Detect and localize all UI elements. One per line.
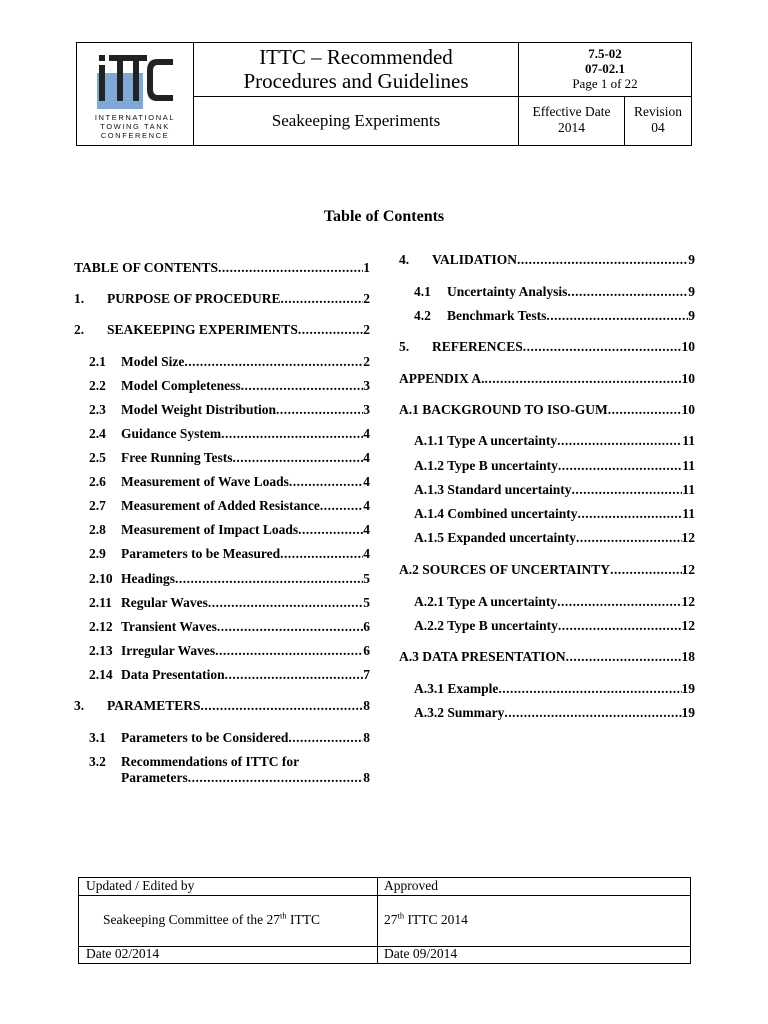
doc-number-2: 07-02.1 [584,61,626,76]
toc-entry-page: 19 [681,681,695,696]
toc-entry-label: A.2.1 Type A uncertainty [414,594,558,609]
toc-entry-page: 5 [363,595,370,610]
toc-entry-label: PARAMETERS [107,698,201,713]
toc-entry-page: 11 [682,458,695,473]
toc-leader-dots [504,705,681,721]
toc-entry-label: SEAKEEPING EXPERIMENTS [107,322,298,337]
toc-entry[interactable] [414,618,695,634]
toc-entry-label: A.1.3 Standard uncertainty [414,482,572,497]
toc-entry-number: 2.2 [89,378,106,393]
toc-leader-dots [221,426,363,442]
toc-entry[interactable] [414,530,695,546]
toc-leader-dots [225,667,364,683]
toc-entry-page: 12 [681,618,695,633]
toc-entry-label: Free Running Tests [121,450,233,465]
toc-entry-label: Benchmark Tests [447,308,547,323]
toc-entry[interactable] [89,571,370,587]
toc-entry-label: A.1.2 Type B uncertainty [414,458,558,473]
page-info: Page 1 of 22 [572,76,638,91]
updated-label: Updated / Edited by [86,878,195,893]
toc-leader-dots [288,730,363,746]
toc-entry-page: 18 [681,649,695,664]
toc-entry[interactable] [89,450,370,466]
toc-leader-dots [608,402,682,418]
toc-entry[interactable] [89,474,370,490]
toc-entry[interactable] [89,546,370,562]
toc-entry[interactable] [74,291,370,307]
toc-leader-dots [280,546,363,562]
toc-leader-dots [281,291,364,307]
toc-entry-label: Data Presentation [121,667,225,682]
toc-entry-page: 8 [363,730,370,745]
toc-leader-dots [215,643,363,659]
toc-entry-page: 3 [363,378,370,393]
toc-entry-number: 2.1 [89,354,106,369]
toc-entry-label: Guidance System [121,426,222,441]
toc-entry-label: Measurement of Impact Loads [121,522,299,537]
toc-entry-page: 4 [363,498,370,513]
toc-entry-number: 2.7 [89,498,106,513]
toc-leader-dots [576,530,681,546]
toc-entry-number: 2.6 [89,474,106,489]
toc-entry-label: VALIDATION [432,252,518,267]
toc-entry[interactable] [414,458,695,474]
toc-entry[interactable] [89,730,370,746]
revision [625,97,691,145]
toc-entry-page: 1 [363,260,370,275]
toc-leader-dots [289,474,363,490]
toc-entry-page: 8 [363,698,370,713]
logo-line-1: INTERNATIONAL [94,113,176,122]
toc-entry-number: 2.14 [89,667,113,682]
toc-entry-number: 1. [74,291,85,306]
toc-entry-page: 10 [681,339,695,354]
toc-leader-dots [610,562,681,578]
toc-entry[interactable] [89,426,370,442]
toc-entry[interactable] [89,378,370,394]
toc-entry[interactable] [399,649,695,665]
toc-leader-dots [188,770,364,786]
document-subtitle: Seakeeping Experiments [271,111,441,130]
toc-entry-label: Transient Waves [121,619,217,634]
toc-entry-page: 12 [681,562,695,577]
toc-entry-page: 19 [681,705,695,720]
effective-date [519,97,624,145]
toc-entry-label: A.1.4 Combined uncertainty [414,506,578,521]
toc-entry[interactable] [399,339,695,355]
toc-entry[interactable] [414,308,695,324]
toc-leader-dots [218,260,363,276]
toc-leader-dots [572,482,683,498]
toc-entry-number: 3. [74,698,85,713]
doc-number-1: 7.5-02 [588,46,622,61]
toc-entry[interactable] [414,433,695,449]
date-edited: Date 02/2014 [86,946,160,961]
toc-entry-number: 2.12 [89,619,113,634]
toc-entry-number: 5. [399,339,410,354]
toc-entry-page: 9 [688,252,695,267]
toc-leader-dots [567,284,688,300]
toc-entry[interactable] [399,562,695,578]
toc-entry-label: A.1 BACKGROUND TO ISO-GUM [399,402,608,417]
approval-table [78,877,691,964]
toc-entry-page: 2 [363,354,370,369]
toc-leader-dots [485,371,682,387]
ittc-logo [77,43,193,145]
toc-entry-page: 10 [681,371,695,386]
toc-entry-number: 2.8 [89,522,106,537]
toc-entry-label: Measurement of Added Resistance [121,498,320,513]
toc-entry-page: 11 [682,433,695,448]
toc-entry-label: Measurement of Wave Loads [121,474,289,489]
toc-entry-number: 2.10 [89,571,113,586]
toc-entry-number: 3.1 [89,730,106,745]
toc-entry-page: 11 [682,506,695,521]
toc-entry-page: 10 [681,402,695,417]
toc-entry-page: 12 [681,530,695,545]
toc-leader-dots [208,595,363,611]
toc-entry[interactable] [89,522,370,538]
document-title [194,43,518,96]
toc-entry-label: A.3.1 Example [414,681,499,696]
toc-entry-page: 4 [363,450,370,465]
effective-year: 2014 [558,120,585,135]
toc-entry[interactable] [89,595,370,611]
toc-entry-label: Headings [121,571,176,586]
toc-leader-dots [523,339,682,355]
toc-entry-label: A.3 DATA PRESENTATION [399,649,566,664]
ittc-logo-icon [95,47,175,111]
logo-line-2: TOWING TANK [100,122,170,131]
toc-entry[interactable] [414,482,695,498]
toc-entry-number: 4. [399,252,410,267]
toc-leader-dots [557,594,681,610]
document-number [519,43,691,96]
toc-entry-label: A.1.1 Type A uncertainty [414,433,558,448]
date-approved: Date 09/2014 [384,946,458,961]
toc-entry-page: 8 [363,770,370,785]
toc-entry-label: PURPOSE OF PROCEDURE [107,291,281,306]
toc-entry-label: TABLE OF CONTENTS [74,260,219,275]
toc-entry[interactable] [89,667,370,683]
toc-entry-number: 2.11 [89,595,112,610]
toc-entry-number: 2.5 [89,450,106,465]
title-line-1: ITTC – Recommended [259,45,453,69]
toc-entry-page: 4 [363,546,370,561]
title-line-2: Procedures and Guidelines [243,69,469,93]
toc-leader-dots [217,619,363,635]
toc-title: Table of Contents [323,208,445,225]
toc-entry-page: 5 [363,571,370,586]
toc-entry[interactable] [74,322,370,338]
approved-label: Approved [384,878,438,893]
toc-leader-dots [320,498,363,514]
toc-leader-dots [558,458,682,474]
effective-label: Effective Date [532,104,611,119]
toc-leader-dots [566,649,682,665]
toc-leader-dots [578,506,683,522]
approved-text: 27th ITTC 2014 [384,910,468,927]
toc-entry-number: 2.9 [89,546,106,561]
document-header [76,42,692,146]
toc-leader-dots [184,354,363,370]
toc-entry[interactable] [89,402,370,418]
logo-line-3: CONFERENCE [100,131,170,140]
toc-entry-number: 2.3 [89,402,106,417]
toc-entry[interactable] [74,260,370,276]
toc-entry-page: 11 [682,482,695,497]
toc-entry[interactable] [414,705,695,721]
toc-entry[interactable] [414,506,695,522]
toc-entry-label: Parameters to be Considered [121,730,289,745]
toc-entry[interactable] [399,402,695,418]
toc-leader-dots [276,402,363,418]
toc-leader-dots [558,618,682,634]
toc-entry[interactable] [74,698,370,714]
toc-entry[interactable] [89,643,370,659]
toc-entry-number: 2. [74,322,85,337]
toc-entry[interactable] [399,371,695,387]
toc-entry-number: 2.4 [89,426,106,441]
toc-leader-dots [298,322,363,338]
toc-entry-label: A.2 SOURCES OF UNCERTAINTY [399,562,611,577]
toc-entry-number: 3.2 [89,754,106,769]
toc-entry-label: Parameters [121,770,188,785]
toc-entry-label: Parameters to be Measured [121,546,281,561]
toc-entry[interactable] [89,619,370,635]
toc-leader-dots [298,522,363,538]
toc-entry-label: Uncertainty Analysis [447,284,568,299]
toc-entry[interactable] [89,754,370,770]
toc-entry-page: 2 [363,322,370,337]
toc-entry-number: 4.1 [414,284,431,299]
toc-entry[interactable] [414,681,695,697]
toc-entry-label: REFERENCES [432,339,523,354]
toc-entry-page: 6 [363,643,370,658]
toc-entry-label: A.2.2 Type B uncertainty [414,618,558,633]
toc-entry[interactable] [414,594,695,610]
revision-label: Revision [633,104,682,119]
toc-entry-page: 2 [363,291,370,306]
toc-leader-dots [546,308,688,324]
toc-entry-label: Model Size [121,354,185,369]
toc-entry-page: 4 [363,522,370,537]
toc-entry-page: 6 [363,619,370,634]
toc-entry-page: 4 [363,426,370,441]
toc-entry-page: 9 [688,308,695,323]
toc-leader-dots [557,433,682,449]
revision-number: 04 [651,120,665,135]
toc-entry[interactable] [89,354,370,370]
toc-leader-dots [498,681,681,697]
toc-entry-label: Model Weight Distribution [121,402,277,417]
toc-entry-page: 4 [363,474,370,489]
toc-entry-page: 3 [363,402,370,417]
toc-leader-dots [233,450,364,466]
toc-leader-dots [517,252,688,268]
toc-entry-page: 9 [688,284,695,299]
toc-entry-number: 2.13 [89,643,113,658]
toc-entry-page: 7 [363,667,370,682]
toc-entry-page: 12 [681,594,695,609]
toc-leader-dots [175,571,363,587]
toc-entry-label: Model Completeness [121,378,241,393]
toc-entry[interactable] [399,252,695,268]
toc-entry-label: Regular Waves [121,595,208,610]
toc-entry-continued[interactable] [121,770,370,786]
toc-leader-dots [201,698,364,714]
toc-entry-label: Irregular Waves [121,643,216,658]
committee-text: Seakeeping Committee of the 27th ITTC [103,910,320,927]
toc-entry-label: Recommendations of ITTC for [121,754,300,769]
toc-entry-label: A.1.5 Expanded uncertainty [414,530,577,545]
toc-entry-label: A.3.2 Summary [414,705,505,720]
toc-entry[interactable] [89,498,370,514]
toc-entry-label: APPENDIX A. [399,371,485,386]
toc-entry-number: 4.2 [414,308,431,323]
toc-entry[interactable] [414,284,695,300]
toc-leader-dots [241,378,364,394]
